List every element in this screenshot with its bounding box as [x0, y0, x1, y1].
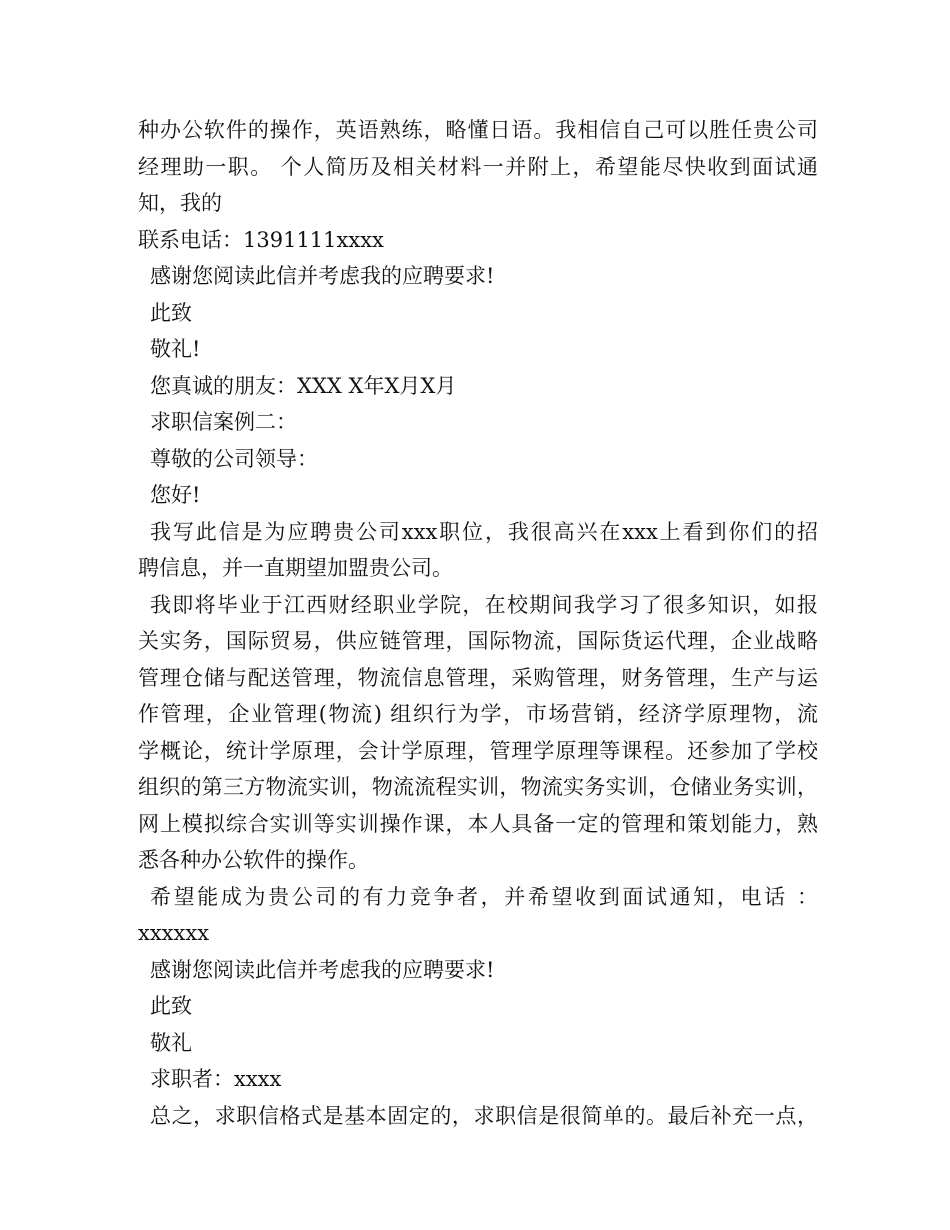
text-line: 关实务，国际贸易，供应链管理，国际物流，国际货运代理，企业战略: [138, 629, 818, 653]
text-line: 我写此信是为应聘贵公司xxx职位，我很高兴在xxx上看到你们的招: [150, 519, 818, 544]
text-line: 求职信案例二：: [150, 410, 297, 434]
letter-body: [138, 112, 818, 1134]
text-line: 网上模拟综合实训等实训操作课，本人具备一定的管理和策划能力，熟: [138, 811, 818, 836]
text-line: 求职者：xxxx: [150, 1067, 282, 1091]
text-line: xxxxxx: [138, 921, 210, 945]
text-line: 组织的第三方物流实训，物流流程实训，物流实务实训，仓储业务实训，: [138, 775, 818, 799]
text-line: 知，我的: [138, 191, 222, 215]
text-line: 此致: [150, 300, 192, 325]
text-line: 悉各种办公软件的操作。: [138, 848, 369, 872]
text-line: 您好!: [150, 483, 201, 507]
text-line: 尊敬的公司领导：: [150, 446, 318, 471]
text-line: 此致: [150, 994, 192, 1018]
text-line: 敬礼: [150, 1030, 192, 1055]
text-line: 种办公软件的操作，英语熟练，略懂日语。我相信自己可以胜任贵公司: [138, 118, 818, 142]
text-line: 感谢您阅读此信并考虑我的应聘要求!: [150, 957, 495, 982]
text-line: 聘信息，并一直期望加盟贵公司。: [138, 556, 453, 580]
text-line: 管理仓储与配送管理，物流信息管理，采购管理，财务管理，生产与运: [138, 665, 818, 690]
text-line: 作管理，企业管理(物流) 组织行为学，市场营销，经济学原理物，流: [138, 702, 818, 726]
text-line: 我即将毕业于江西财经职业学院，在校期间我学习了很多知识，如报: [150, 592, 818, 617]
text-line: 敬礼!: [150, 337, 201, 361]
text-line: 您真诚的朋友：XXX X年X月X月: [150, 373, 457, 398]
text-line: 希望能成为贵公司的有力竞争者，并希望收到面试通知，电话 ：: [150, 884, 818, 909]
text-line: 总之，求职信格式是基本固定的，求职信是很简单的。最后补充一点，: [150, 1103, 818, 1128]
text-line: 联系电话：1391111xxxx: [138, 227, 384, 252]
text-line: 感谢您阅读此信并考虑我的应聘要求!: [150, 264, 495, 288]
text-line: 学概论，统计学原理，会计学原理，管理学原理等课程。还参加了学校: [138, 738, 818, 763]
text-line: 经理助一职。 个人简历及相关材料一并附上，希望能尽快收到面试通: [138, 154, 818, 179]
